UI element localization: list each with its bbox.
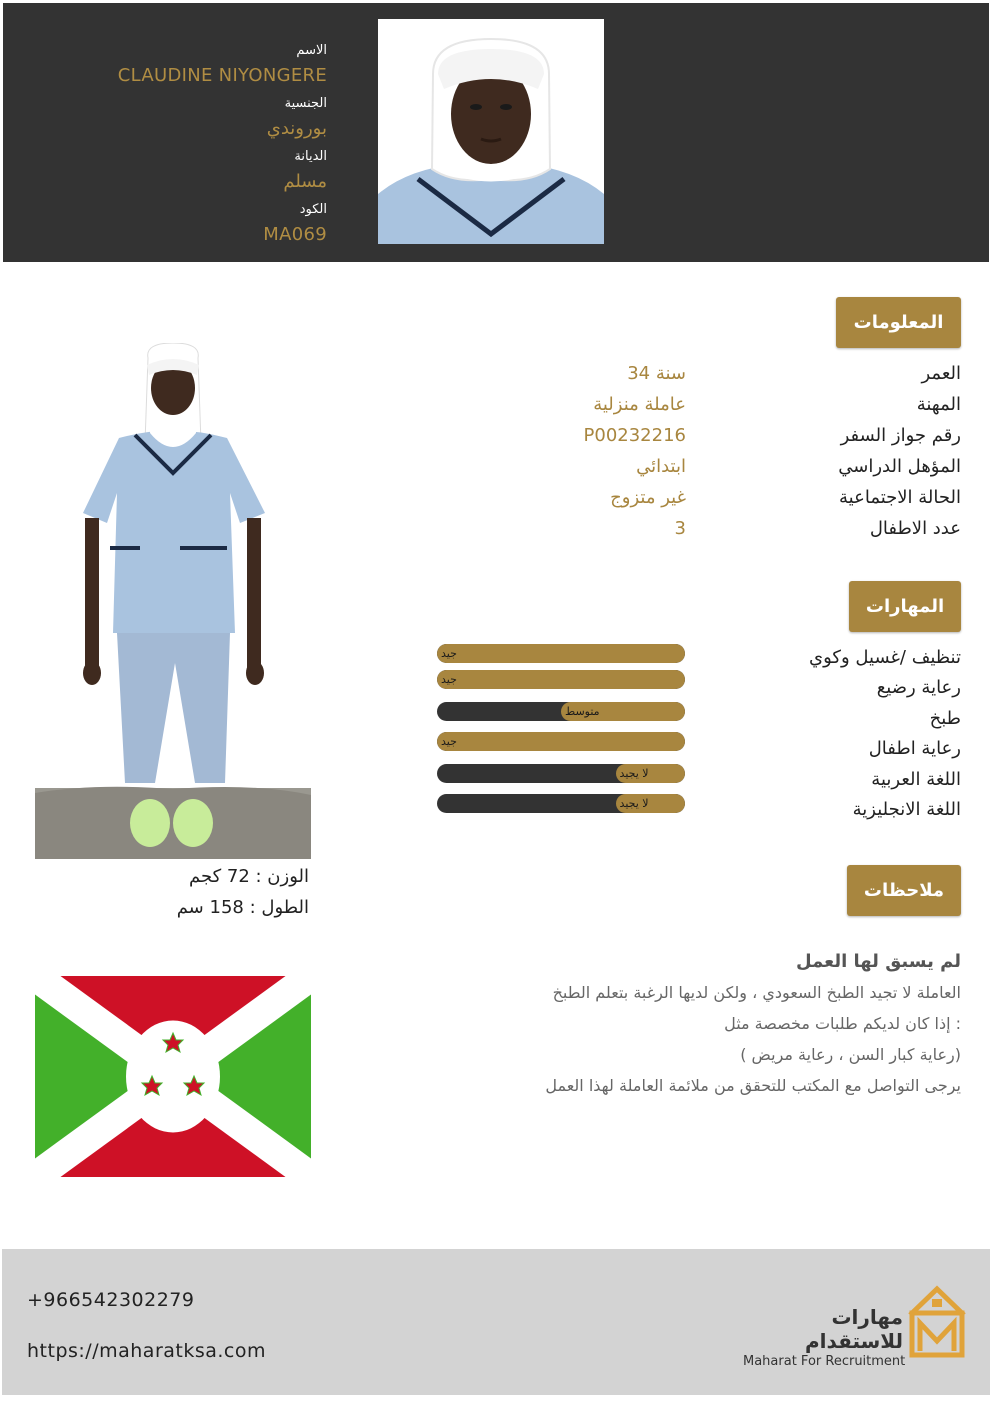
education-label: المؤهل الدراسي xyxy=(838,456,961,477)
info-section-badge: المعلومات xyxy=(836,297,961,348)
notes-line: إذا كان لديكم طلبات مخصصة مثل : xyxy=(724,1014,961,1033)
header-fields xyxy=(27,41,327,253)
profession-value: عاملة منزلية xyxy=(593,394,686,415)
profession-label: المهنة xyxy=(916,394,961,415)
passport-label: رقم جواز السفر xyxy=(840,425,961,446)
age-value: 34 سنة xyxy=(627,363,686,384)
skill-label-arabic: اللغة العربية xyxy=(871,769,961,790)
skill-label-cleaning: تنظيف /غسيل وكوي xyxy=(809,647,961,668)
skill-label-cooking: طبخ xyxy=(929,708,961,729)
skill-level-text: جيد xyxy=(441,735,457,748)
skill-level-text: لا يجيد xyxy=(619,797,649,810)
skill-level-text: جيد xyxy=(441,647,457,660)
skill-label-childcare: رعاية اطفال xyxy=(868,738,961,759)
skill-level-text: لا يجيد xyxy=(619,767,649,780)
children-label: عدد الاطفال xyxy=(869,518,961,539)
notes-line: يرجى التواصل مع المكتب للتحقق من ملائمة العاملة لهذا العمل xyxy=(545,1076,961,1095)
weight-text: الوزن : 72 كجم xyxy=(189,866,309,887)
skill-bar-cooking xyxy=(437,702,685,721)
skill-label-infant-care: رعاية رضيع xyxy=(876,677,961,698)
children-value: 3 xyxy=(674,518,686,539)
nationality-label: الجنسية xyxy=(284,96,327,111)
age-label: العمر xyxy=(921,363,961,384)
skill-bar-cleaning xyxy=(437,644,685,663)
phone-text: +966542302279 xyxy=(27,1289,195,1311)
notes-block xyxy=(421,946,961,1101)
code-label: الكود xyxy=(299,202,327,217)
skill-bar-fill xyxy=(437,670,685,689)
education-value: ابتدائي xyxy=(636,456,686,477)
skill-level-text: متوسط xyxy=(565,705,600,718)
house-logo-icon xyxy=(906,1285,968,1359)
website-link[interactable]: https://maharatksa.com xyxy=(27,1340,267,1362)
name-value: CLAUDINE NIYONGERE xyxy=(117,65,327,86)
code-value: MA069 xyxy=(263,224,327,245)
logo-arabic-name: مهارات للاستقدام xyxy=(805,1305,903,1353)
notes-line: ( رعاية كبار السن ، رعاية مريض) xyxy=(740,1045,961,1064)
footer xyxy=(2,1249,990,1395)
religion-value: مسلم xyxy=(283,171,327,192)
name-label: الاسم xyxy=(296,43,327,58)
skills-section-badge: المهارات xyxy=(849,581,961,632)
skill-bar-fill xyxy=(437,644,685,663)
skill-bar-childcare xyxy=(437,732,685,751)
portrait-photo xyxy=(378,19,604,244)
skill-bar-english xyxy=(437,794,685,813)
skill-level-text: جيد xyxy=(441,673,457,686)
skill-bar-arabic xyxy=(437,764,685,783)
notes-line: العاملة لا تجيد الطبخ السعودي ، ولكن لديها الرغبة بتعلم الطبخ xyxy=(552,983,961,1002)
nationality-value: بوروندي xyxy=(266,118,327,139)
full-body-photo xyxy=(35,343,311,859)
notes-section-badge: ملاحظات xyxy=(847,865,961,916)
burundi-flag xyxy=(35,976,311,1177)
passport-value: P00232216 xyxy=(583,425,686,446)
logo-text xyxy=(743,1305,906,1371)
logo-english-name: Maharat For Recruitment xyxy=(743,1354,906,1369)
notes-heading: لم يسبق لها العمل xyxy=(796,951,961,972)
height-text: الطول : 158 سم xyxy=(176,897,309,918)
skill-bar-fill xyxy=(437,732,685,751)
skill-bar-infant-care xyxy=(437,670,685,689)
marital-status-value: غير متزوج xyxy=(610,487,686,508)
marital-status-label: الحالة الاجتماعية xyxy=(839,487,961,508)
skill-label-english: اللغة الانجليزية xyxy=(852,799,961,820)
religion-label: الديانة xyxy=(294,149,327,164)
